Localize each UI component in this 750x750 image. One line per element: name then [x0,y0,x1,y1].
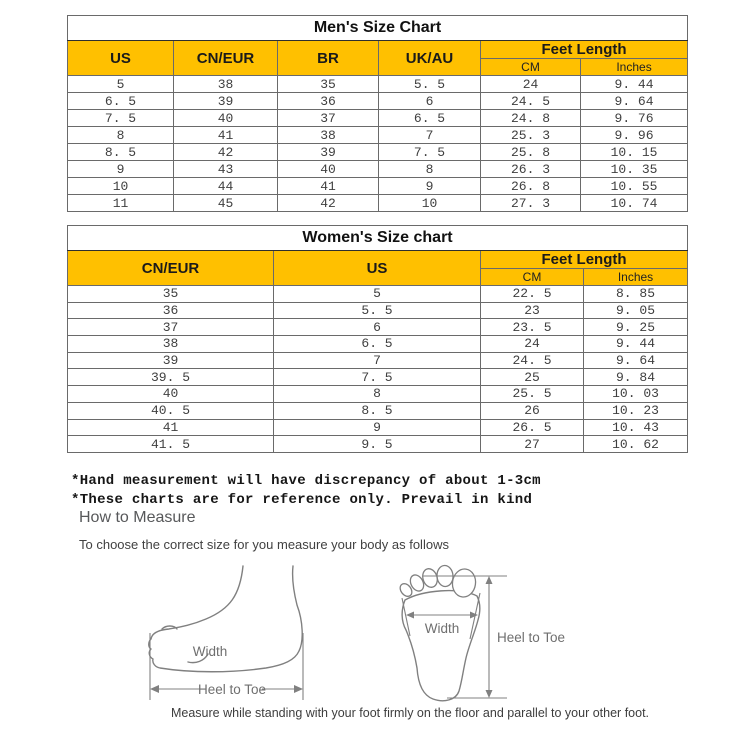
table-cell: 25. 8 [481,144,581,161]
table-cell: 9. 64 [581,93,688,110]
table-cell: 8 [379,161,481,178]
col-header-cn-eur: CN/EUR [68,251,274,286]
table-cell: 40 [174,110,278,127]
table-cell: 6. 5 [379,110,481,127]
table-row [68,93,688,110]
table-cell: 24 [481,76,581,93]
table-cell: 9 [379,178,481,195]
table-cell: 9 [274,419,481,436]
table-cell: 41 [68,419,274,436]
table-row [68,127,688,144]
measure-caption: Measure while standing with your foot firmly on the floor and parallel to your other foot. [170,706,650,720]
table-cell: 26. 5 [481,419,584,436]
how-to-measure-subheading: To choose the correct size for you measure your body as follows [79,537,449,552]
table-cell: 37 [68,319,274,336]
col-header-us: US [68,41,174,76]
table-cell: 10. 03 [584,386,688,403]
table-cell: 25. 3 [481,127,581,144]
table-cell: 35 [278,76,379,93]
table-cell: 9. 25 [584,319,688,336]
womens-size-table [67,225,688,453]
table-cell: 10. 35 [581,161,688,178]
table-cell: 8. 85 [584,286,688,303]
table-cell: 25 [481,369,584,386]
table-cell: 10. 15 [581,144,688,161]
col-header-cn-eur: CN/EUR [174,41,278,76]
table-cell: 9. 44 [581,76,688,93]
table-cell: 9. 84 [584,369,688,386]
table-cell: 45 [174,195,278,212]
table-cell: 36 [68,302,274,319]
womens-chart-title: Women's Size chart [68,226,688,251]
table-row [68,76,688,93]
table-cell: 9. 44 [584,336,688,353]
table-row [68,352,688,369]
table-cell: 24. 5 [481,352,584,369]
mens-chart-title: Men's Size Chart [68,16,688,41]
table-cell: 27. 3 [481,195,581,212]
col-header-cm: CM [481,59,581,76]
table-row [68,402,688,419]
table-cell: 5 [274,286,481,303]
table-cell: 8. 5 [274,402,481,419]
table-cell: 7. 5 [379,144,481,161]
table-row [68,419,688,436]
table-cell: 26. 3 [481,161,581,178]
table-cell: 9 [68,161,174,178]
table-cell: 43 [174,161,278,178]
table-row [68,369,688,386]
col-header-cm: CM [481,269,584,286]
table-cell: 10. 55 [581,178,688,195]
table-cell: 7 [379,127,481,144]
col-header-inches: Inches [584,269,688,286]
col-header-us: US [274,251,481,286]
mens-table-body [68,76,688,212]
table-cell: 39. 5 [68,369,274,386]
table-row [68,319,688,336]
table-cell: 7 [274,352,481,369]
toes-icon [398,565,478,599]
table-cell: 5. 5 [274,302,481,319]
table-row [68,386,688,403]
col-header-br: BR [278,41,379,76]
table-row [68,110,688,127]
table-cell: 11 [68,195,174,212]
mens-size-table [67,15,688,212]
disclaimer-notes [71,472,541,510]
table-cell: 24. 5 [481,93,581,110]
table-row [68,336,688,353]
table-cell: 25. 5 [481,386,584,403]
col-header-feet-length: Feet Length [481,41,688,59]
col-header-uk-au: UK/AU [379,41,481,76]
table-row [68,178,688,195]
table-cell: 41 [278,178,379,195]
table-cell: 8. 5 [68,144,174,161]
table-cell: 10. 23 [584,402,688,419]
top-heel-to-toe-label: Heel to Toe [497,630,566,645]
table-cell: 6. 5 [274,336,481,353]
table-cell: 27 [481,436,584,453]
table-cell: 35 [68,286,274,303]
foot-side-view-diagram [146,563,308,705]
table-cell: 10 [379,195,481,212]
table-cell: 6 [379,93,481,110]
table-cell: 6 [274,319,481,336]
table-cell: 24. 8 [481,110,581,127]
table-cell: 9. 96 [581,127,688,144]
table-cell: 7. 5 [68,110,174,127]
table-cell: 26 [481,402,584,419]
table-cell: 8 [274,386,481,403]
mens-table-header [68,16,688,76]
note-reference-only: *These charts are for reference only. Prevail in kind [71,492,533,508]
table-row [68,161,688,178]
table-cell: 9. 64 [584,352,688,369]
womens-table-body [68,286,688,453]
col-header-feet-length: Feet Length [481,251,688,269]
table-row [68,302,688,319]
table-cell: 40. 5 [68,402,274,419]
table-cell: 10. 43 [584,419,688,436]
table-cell: 26. 8 [481,178,581,195]
table-cell: 8 [68,127,174,144]
table-cell: 5 [68,76,174,93]
table-cell: 39 [174,93,278,110]
table-cell: 10. 74 [581,195,688,212]
table-cell: 6. 5 [68,93,174,110]
table-cell: 9. 05 [584,302,688,319]
top-width-label: Width [424,621,460,636]
table-cell: 40 [278,161,379,178]
table-cell: 42 [174,144,278,161]
table-cell: 36 [278,93,379,110]
foot-sole-outline-icon [402,591,480,701]
table-cell: 10 [68,178,174,195]
col-header-inches: Inches [581,59,688,76]
note-hand-measurement: *Hand measurement will have discrepancy of about 1-3cm [71,473,541,489]
table-cell: 5. 5 [379,76,481,93]
table-row [68,195,688,212]
table-cell: 38 [68,336,274,353]
table-cell: 24 [481,336,584,353]
table-cell: 42 [278,195,379,212]
table-cell: 41 [174,127,278,144]
table-cell: 22. 5 [481,286,584,303]
table-row [68,144,688,161]
table-row [68,286,688,303]
table-cell: 44 [174,178,278,195]
table-cell: 10. 62 [584,436,688,453]
table-row [68,436,688,453]
table-cell: 9. 76 [581,110,688,127]
table-cell: 7. 5 [274,369,481,386]
how-to-measure-heading: How to Measure [79,509,196,526]
foot-top-view-diagram [395,560,610,705]
table-cell: 37 [278,110,379,127]
table-cell: 39 [278,144,379,161]
table-cell: 9. 5 [274,436,481,453]
side-heel-to-toe-label: Heel to Toe [197,682,267,697]
table-cell: 38 [278,127,379,144]
table-cell: 39 [68,352,274,369]
table-cell: 38 [174,76,278,93]
womens-table-header [68,226,688,286]
table-cell: 23. 5 [481,319,584,336]
table-cell: 40 [68,386,274,403]
table-cell: 23 [481,302,584,319]
side-width-label: Width [192,644,228,659]
table-cell: 41. 5 [68,436,274,453]
